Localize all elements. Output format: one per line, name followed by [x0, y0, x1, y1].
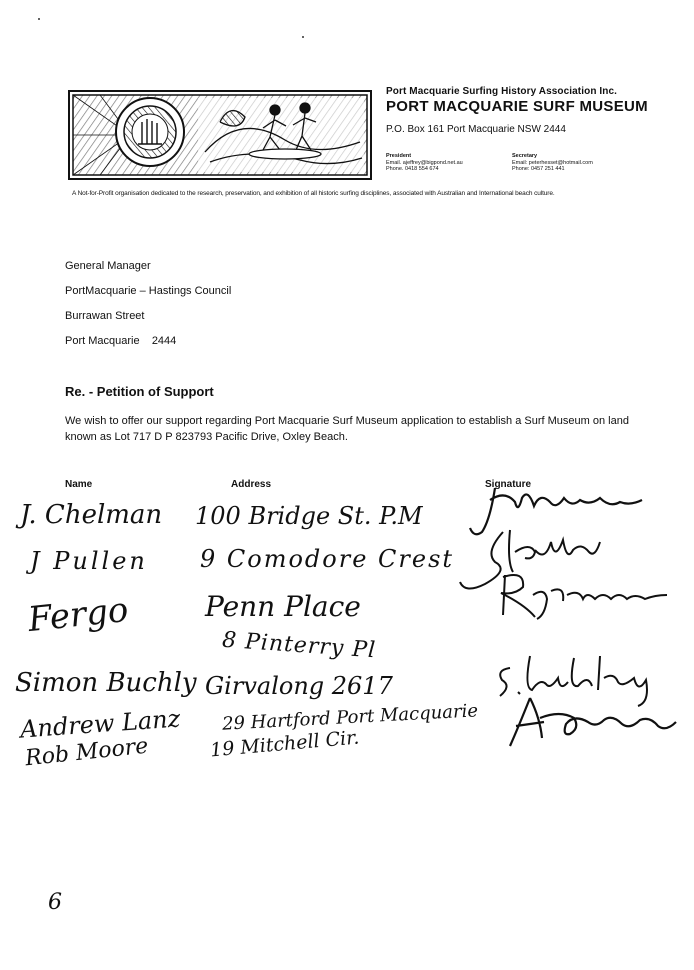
signature-3 [485, 565, 670, 625]
signature-column-heading: Signature [485, 479, 532, 490]
secretary-role: Secretary [512, 153, 538, 159]
entry-address: 29 Hartford Port Macquarie [221, 700, 479, 735]
entry-name: Simon Buchly [15, 668, 197, 698]
tagline: A Not-for-Profit organisation dedicated to the research, preservation, and exhibition of all historic surfing disciplines, associated with Australian and International beach culture. [72, 190, 555, 197]
entry-name: Andrew Lanz [19, 704, 182, 744]
entry-address: 8 Pinterry Pl [221, 627, 377, 664]
signature-5 [500, 688, 680, 753]
po-box: P.O. Box 161 Port Macquarie NSW 2444 [386, 124, 566, 135]
speck [302, 36, 304, 38]
entry-name: J Pullen [30, 547, 148, 575]
entry-address: 9 Comodore Crest [200, 545, 455, 573]
letterhead [386, 86, 686, 135]
entry-name: J. Chelman [20, 500, 163, 530]
entry-address: Girvalong 2617 [205, 672, 393, 700]
body-paragraph: We wish to offer our support regarding Port Macquarie Surf Museum application to establish a Surf Museum on land known as Lot 717 D P 823793 Pacific Drive, Oxley Beach. [65, 415, 629, 443]
secretary-phone: Phone: 0457 251 441 [512, 166, 565, 172]
entry-address: 100 Bridge St. P.M [195, 502, 423, 530]
president-contact [386, 153, 463, 173]
secretary-contact [512, 153, 593, 173]
address-column-heading: Address [231, 479, 272, 490]
entry-name: Rob Moore [24, 733, 150, 772]
speck [38, 18, 40, 20]
org-name: Port Macquarie Surfing History Association Inc. [386, 86, 618, 97]
president-phone: Phone. 0418 554 674 [386, 166, 439, 172]
president-email: Email. ajeffrey@bigpond.net.au [386, 159, 463, 166]
president-role: President [386, 153, 412, 159]
recipient-line-4: Port Macquarie 2444 [65, 335, 177, 347]
entry-address: Penn Place [205, 590, 361, 623]
page-mark: 6 [48, 890, 62, 915]
entry-name: Fergo [26, 589, 131, 641]
name-column-heading: Name [65, 479, 93, 490]
recipient-line-1: General Manager [65, 260, 151, 272]
recipient-line-3: Burrawan Street [65, 310, 145, 322]
subject-heading: Re. - Petition of Support [65, 384, 214, 399]
recipient-line-2: PortMacquarie – Hastings Council [65, 285, 232, 297]
museum-logo [68, 90, 372, 180]
entry-address: 19 Mitchell Cir. [209, 726, 361, 762]
museum-name: PORT MACQUARIE SURF MUSEUM [386, 98, 648, 115]
logo-illustration [70, 92, 370, 178]
secretary-email: Email: peterhesset@hotmail.com [512, 159, 593, 166]
